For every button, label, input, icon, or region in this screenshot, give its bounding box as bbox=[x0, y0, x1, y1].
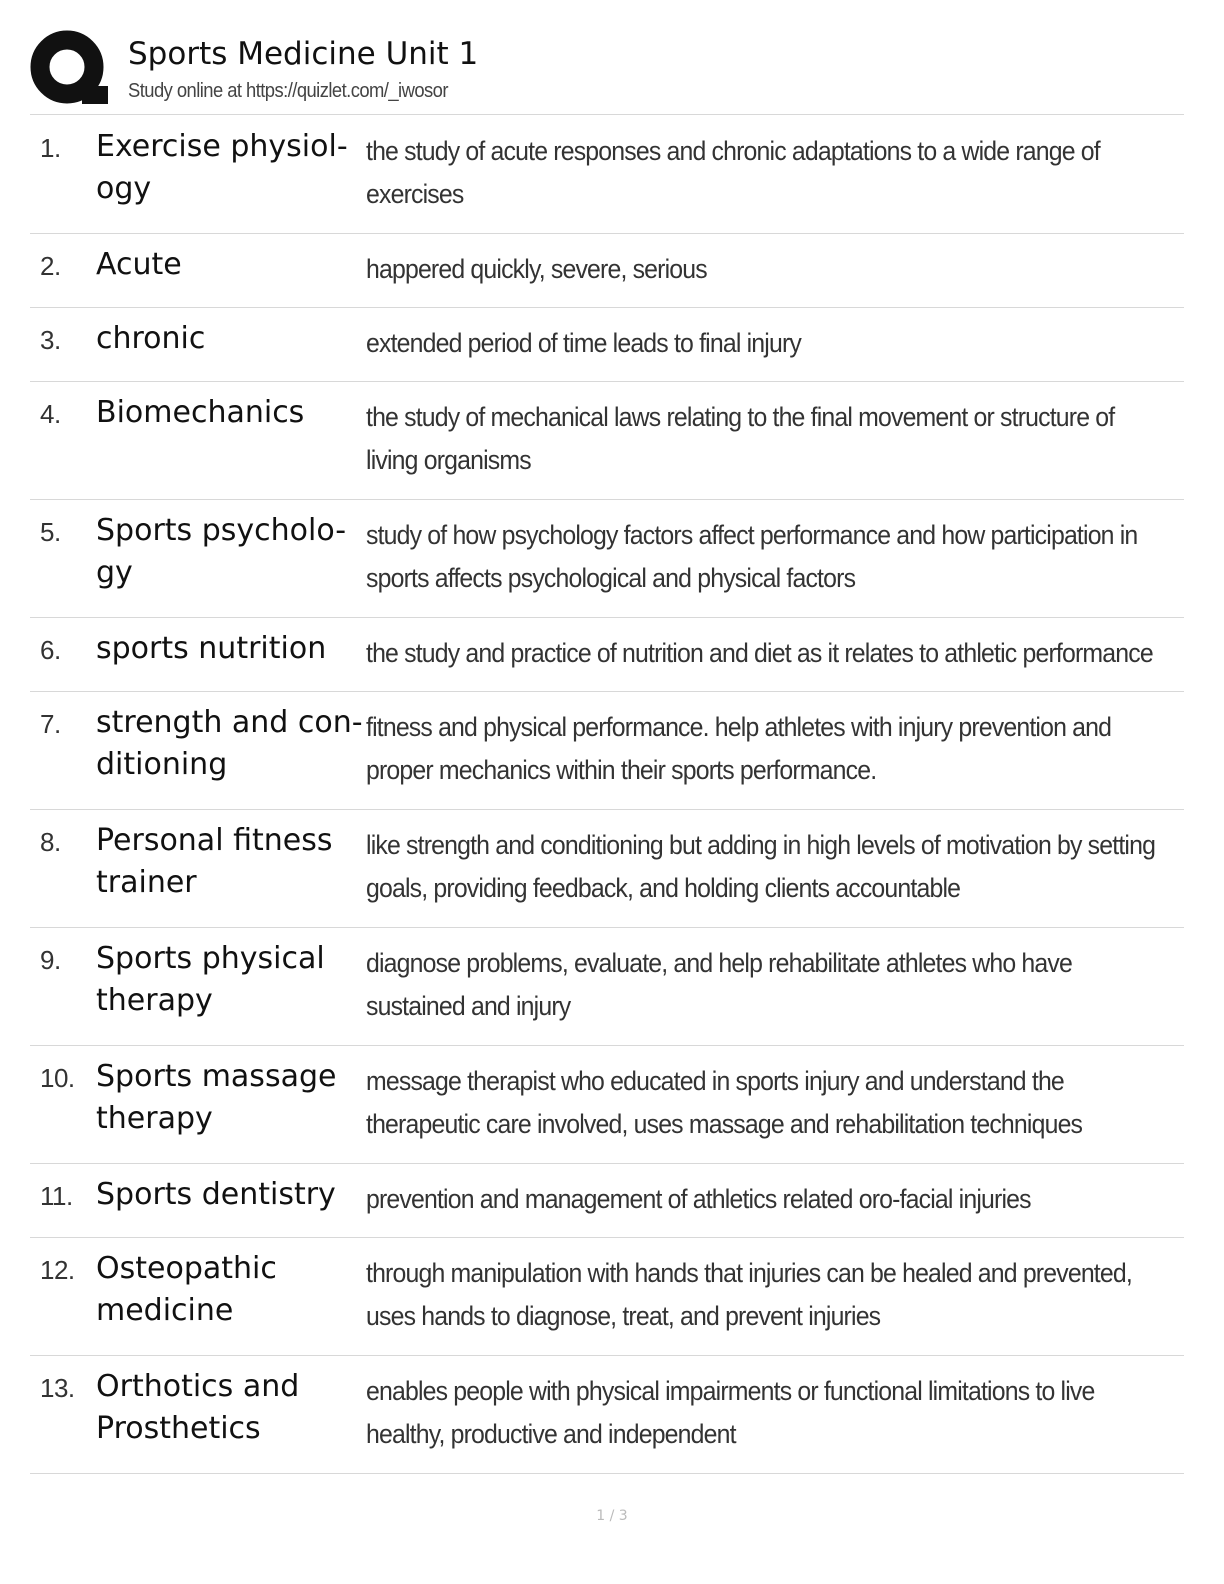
document-subtitle: Study online at https://quizlet.com/_iwosor bbox=[128, 80, 448, 102]
card-term: Orthotics and Prosthetics bbox=[96, 1369, 300, 1446]
card-definition: prevention and management of athletics related oro-facial injuries bbox=[366, 1184, 1031, 1214]
card-definition: the study of mechanical laws relating to the final movement or structure of living organisms bbox=[366, 402, 1115, 475]
card-definition: through manipulation with hands that injuries can be healed and prevented, uses hands to diagnose, treat, and prevent injuries bbox=[366, 1258, 1132, 1331]
card-number: 7. bbox=[40, 709, 61, 739]
document-title: Sports Medicine Unit 1 bbox=[128, 36, 479, 72]
card-term: Personal fitness trainer bbox=[96, 823, 333, 900]
card-term: strength and con-ditioning bbox=[96, 705, 363, 782]
card-number: 6. bbox=[40, 635, 61, 665]
flashcard-row bbox=[30, 810, 1184, 928]
flashcard-row bbox=[30, 308, 1184, 382]
card-definition: happered quickly, severe, serious bbox=[366, 254, 707, 284]
card-definition: like strength and conditioning but adding in high levels of motivation by setting goals, providing feedback, and holding clients accountable bbox=[366, 830, 1156, 903]
document-header bbox=[30, 28, 1184, 115]
card-definition: extended period of time leads to final injury bbox=[366, 328, 801, 358]
card-term: Sports massage therapy bbox=[96, 1059, 337, 1136]
card-number: 8. bbox=[40, 827, 61, 857]
card-definition: diagnose problems, evaluate, and help rehabilitate athletes who have sustained and injury bbox=[366, 948, 1072, 1021]
card-term: Biomechanics bbox=[96, 395, 305, 430]
card-number: 10. bbox=[40, 1063, 75, 1093]
flashcard-row bbox=[30, 1356, 1184, 1474]
card-definition: message therapist who educated in sports injury and understand the therapeutic care involved, uses massage and rehabilitation techniques bbox=[366, 1066, 1083, 1139]
flashcard-row bbox=[30, 692, 1184, 810]
card-term: Acute bbox=[96, 247, 182, 282]
card-term: Sports physical therapy bbox=[96, 941, 325, 1018]
card-term: sports nutrition bbox=[96, 631, 327, 666]
flashcard-row bbox=[30, 928, 1184, 1046]
card-number: 9. bbox=[40, 945, 61, 975]
card-term: Sports dentistry bbox=[96, 1177, 336, 1212]
card-term: chronic bbox=[96, 321, 206, 356]
card-term: Exercise physiol-ogy bbox=[96, 129, 348, 206]
flashcard-row bbox=[30, 1046, 1184, 1164]
card-definition: fitness and physical performance. help athletes with injury prevention and proper mechanics within their sports performance. bbox=[366, 712, 1112, 785]
card-term: Osteopathic medicine bbox=[96, 1251, 277, 1328]
card-definition: the study and practice of nutrition and diet as it relates to athletic performance bbox=[366, 638, 1153, 668]
flashcard-row bbox=[30, 618, 1184, 692]
card-definition: study of how psychology factors affect performance and how participation in sports affects psychological and physical factors bbox=[366, 520, 1138, 593]
card-number: 5. bbox=[40, 517, 61, 547]
flashcard-list bbox=[30, 116, 1184, 1474]
flashcard-row bbox=[30, 1238, 1184, 1356]
card-number: 11. bbox=[40, 1181, 73, 1211]
flashcard-row bbox=[30, 500, 1184, 618]
card-number: 13. bbox=[40, 1373, 75, 1403]
flashcard-row bbox=[30, 234, 1184, 308]
quizlet-logo-icon bbox=[30, 28, 110, 108]
card-number: 4. bbox=[40, 399, 61, 429]
card-number: 12. bbox=[40, 1255, 75, 1285]
flashcard-row bbox=[30, 116, 1184, 234]
flashcard-row bbox=[30, 1164, 1184, 1238]
page-number: 1 / 3 bbox=[596, 1508, 628, 1524]
card-definition: enables people with physical impairments or functional limitations to live healthy, productive and independent bbox=[366, 1376, 1095, 1449]
card-number: 1. bbox=[40, 133, 61, 163]
card-term: Sports psycholo-gy bbox=[96, 513, 347, 590]
card-number: 2. bbox=[40, 251, 61, 281]
flashcard-row bbox=[30, 382, 1184, 500]
card-number: 3. bbox=[40, 325, 61, 355]
card-definition: the study of acute responses and chronic adaptations to a wide range of exercises bbox=[366, 136, 1100, 209]
